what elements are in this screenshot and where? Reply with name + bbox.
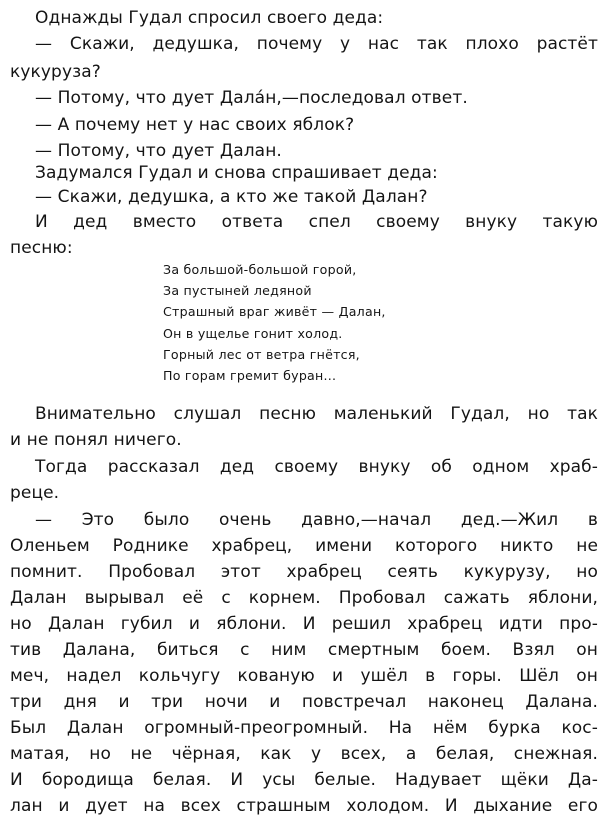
poem-line: Горный лес от ветра гнётся, xyxy=(163,346,360,362)
poem-line: За пустыней ледяной xyxy=(163,283,312,299)
text-line: — Скажи, дедушка, а кто же такой Далан? xyxy=(35,187,428,207)
text-line: но Далан губил и яблони. И решил храбрец идти про- xyxy=(10,614,598,634)
text-line: — Потому, что дует Дала́н,—последовал ответ. xyxy=(35,88,468,108)
text-line: — А почему нет у нас своих яблок? xyxy=(35,115,355,135)
text-line: меч, надел кольчугу кованую и ушёл в горы. Шёл он xyxy=(10,666,598,686)
text-line: Был Далан огромный-преогромный. На нём бурка кос- xyxy=(10,718,598,738)
text-line: три дня и три ночи и повстречал наконец Далана. xyxy=(10,692,598,712)
text-line: Внимательно слушал песню маленький Гудал, но так xyxy=(35,404,598,424)
poem-line: Он в ущелье гонит холод. xyxy=(163,325,343,341)
text-line: лан и дует на всех страшным холодом. И дыхание его xyxy=(10,796,598,816)
poem-line: Страшный враг живёт — Далан, xyxy=(163,304,386,320)
text-line: матая, но не чёрная, как у всех, а белая, снежная. xyxy=(10,744,598,764)
poem-line: За большой-большой горой, xyxy=(163,262,357,277)
text-line: И дед вместо ответа спел своему внуку такую xyxy=(35,212,598,232)
text-line: Оленьем Роднике храбрец, имени которого никто не xyxy=(10,536,598,556)
text-line: песню: xyxy=(10,238,73,258)
text-line: — Потому, что дует Далан. xyxy=(35,141,282,161)
poem-line: По горам гремит буран... xyxy=(163,368,337,384)
text-line: реце. xyxy=(10,483,60,503)
text-line: — Это было очень давно,—начал дед.—Жил в xyxy=(35,510,598,530)
text-line: Тогда рассказал дед своему внуку об одном храб- xyxy=(35,457,598,477)
text-line: кукуруза? xyxy=(10,62,101,82)
text-line: И бородища белая. И усы белые. Надувает щёки Да- xyxy=(10,770,598,790)
text-line: помнит. Пробовал этот храбрец сеять кукурузу, но xyxy=(10,562,598,582)
text-line: Далан вырывал её с корнем. Пробовал сажать яблони, xyxy=(10,588,598,608)
text-line: и не понял ничего. xyxy=(10,430,182,450)
text-line: Задумался Гудал и снова спрашивает деда: xyxy=(35,163,438,183)
poem xyxy=(163,259,386,386)
text-line: Однажды Гудал спросил своего деда: xyxy=(35,8,384,28)
text-line: тив Далана, биться с ним смертным боем. Взял он xyxy=(10,640,598,660)
text-line: — Скажи, дедушка, почему у нас так плохо растёт xyxy=(35,34,598,54)
